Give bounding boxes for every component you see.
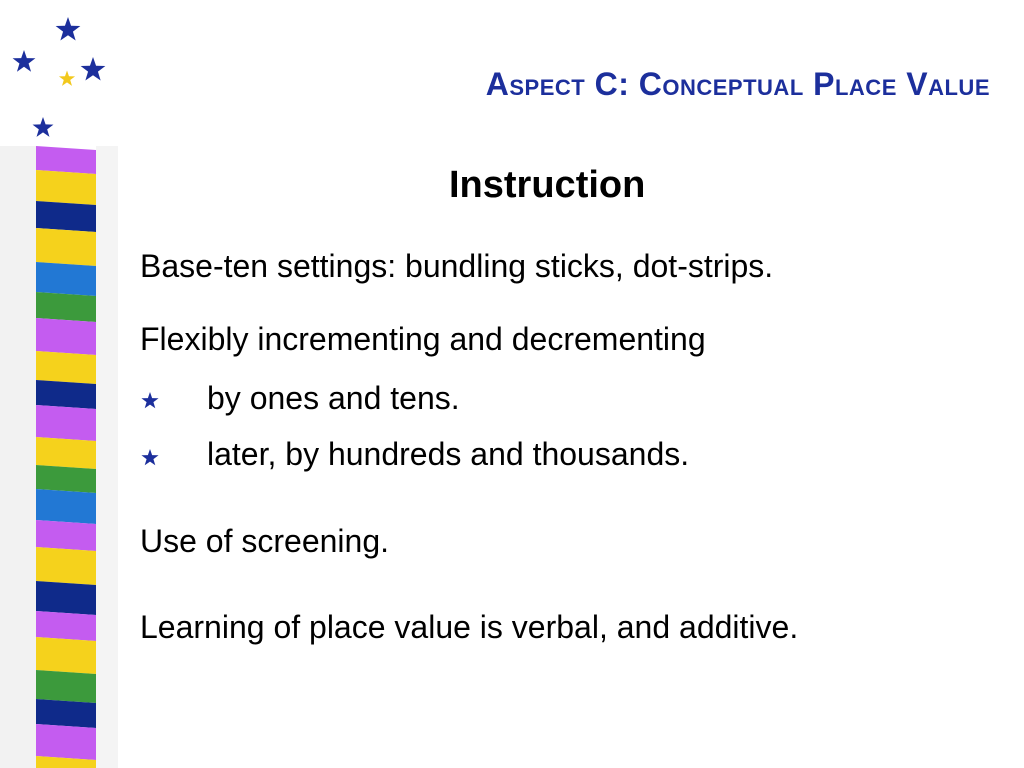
stripe-segment	[36, 520, 96, 551]
star-icon	[56, 17, 81, 41]
stripe-segment	[36, 699, 96, 728]
stripe-shadow	[0, 146, 36, 768]
star-icon	[81, 57, 106, 81]
body-line-incrementing: Flexibly incrementing and decrementing	[140, 321, 706, 357]
stripe-segment	[36, 437, 96, 469]
stripe-segment	[36, 318, 96, 355]
star-icon	[33, 117, 54, 137]
star-cluster	[0, 0, 120, 150]
stripe-segment	[36, 547, 96, 585]
stripe-segment	[36, 351, 96, 384]
stripe-segment	[36, 465, 96, 493]
section-heading: Instruction	[449, 164, 646, 206]
star-icon	[59, 71, 75, 86]
stripe-segment	[36, 201, 96, 232]
stripe-segment	[36, 489, 96, 524]
stripe-segment	[36, 637, 96, 674]
bullet-star-icon	[141, 392, 159, 410]
stripe-segment	[36, 170, 96, 205]
body-line-screening: Use of screening.	[140, 523, 390, 559]
decorative-stripe-column	[0, 146, 118, 768]
star-icon	[13, 50, 36, 72]
sub-bullet-ones-tens: by ones and tens.	[207, 380, 460, 416]
stripe-segment	[36, 670, 96, 703]
stripe-segment	[36, 262, 96, 296]
body-line-base-ten: Base-ten settings: bundling sticks, dot-strips.	[140, 248, 774, 284]
stripe-segment	[36, 380, 96, 409]
stripe-segment	[36, 292, 96, 322]
stripe-segment	[36, 228, 96, 266]
stripe-segment	[36, 581, 96, 615]
bullet-star-icon	[141, 449, 159, 467]
stripe-segment	[36, 611, 96, 641]
stripe-segment	[36, 405, 96, 441]
sub-bullet-hundreds-thousands: later, by hundreds and thousands.	[207, 436, 690, 472]
stripe-segment	[36, 724, 96, 760]
stripe-segment	[36, 146, 96, 174]
stripe-shadow	[96, 146, 118, 768]
slide-title: Aspect C: Conceptual Place Value	[485, 66, 990, 102]
body-line-place-value: Learning of place value is verbal, and additive.	[140, 609, 799, 645]
